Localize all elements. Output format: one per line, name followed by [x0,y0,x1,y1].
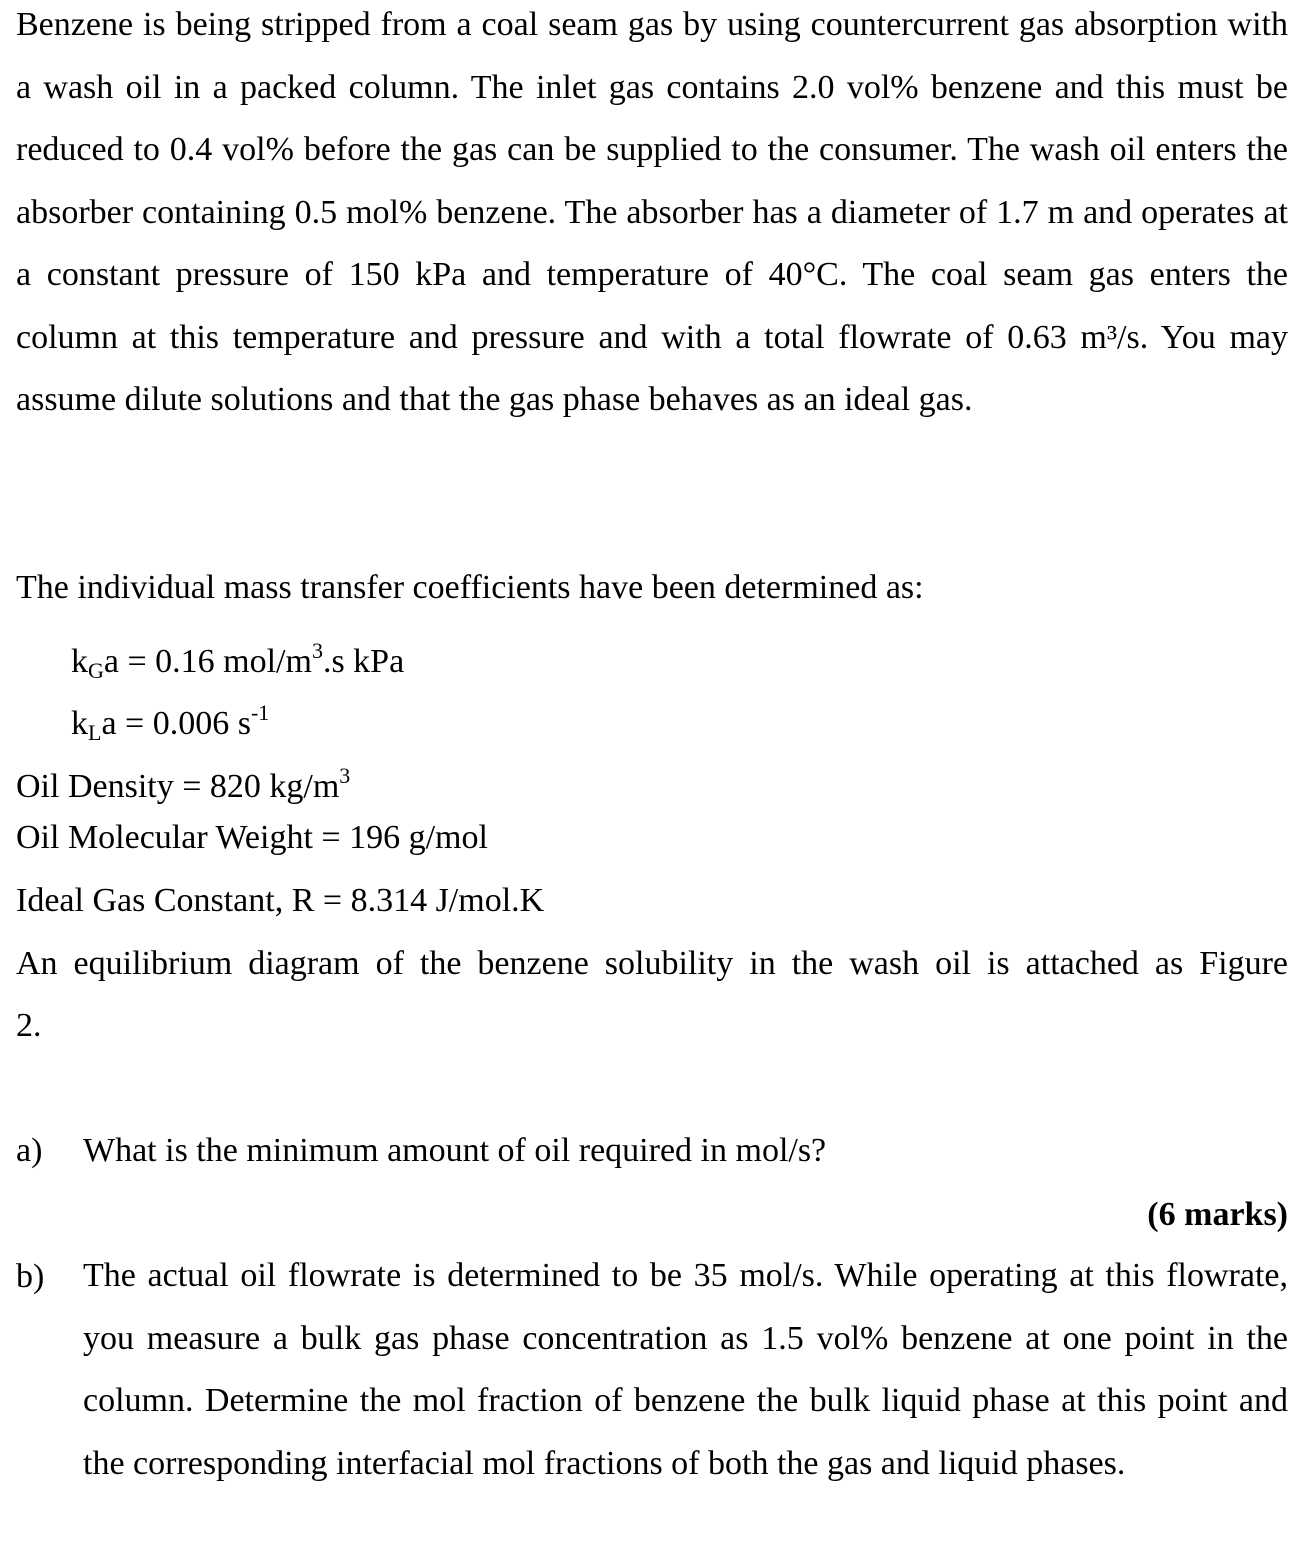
oil-density-text: Oil Density = 820 kg/m [16,768,340,805]
question-a-marks: (6 marks) [1147,1196,1288,1233]
kga-suffix: a [103,643,119,680]
equilibrium-note: An equilibrium diagram of the benzene solubility in the wash oil is attached as Figure [16,945,1288,982]
question-b-text: The actual oil flowrate is determined to be 35 mol/s. While operating at this flowrate, you measure a bulk gas phase concentration as 1.5 vol% benzene at one point in the column. Determine the mol fraction of benzene the bulk liquid phase at this point and the corresponding interfacial mol fractions of both the gas and liquid phases. [83,1257,1288,1482]
kga-subscript: G [88,658,104,683]
kga-symbol: k [71,643,88,680]
kla-suffix: a [101,705,117,742]
kla-exponent: -1 [250,700,270,725]
oil-density-exponent: 3 [339,763,351,788]
kga-exponent: 3 [311,638,323,663]
question-a-label: a) [16,1132,43,1169]
kla-equation [71,693,269,753]
kga-equation [71,631,404,691]
kga-value: = 0.16 mol/m [118,643,312,680]
kga-unit-tail: .s kPa [322,643,405,680]
kla-subscript: L [88,720,102,745]
oil-density [16,756,350,807]
question-a-text: What is the minimum amount of oil required in mol/s? [83,1132,827,1169]
ideal-gas-constant: Ideal Gas Constant, R = 8.314 J/mol.K [16,882,545,919]
coefficients-heading: The individual mass transfer coefficients have been determined as: [16,569,924,606]
equilibrium-note-figure: 2. [16,1007,42,1044]
oil-molecular-weight: Oil Molecular Weight = 196 g/mol [16,819,488,856]
kla-value: = 0.006 s [116,705,251,742]
kla-symbol: k [71,705,88,742]
intro-paragraph: Benzene is being stripped from a coal seam gas by using countercurrent gas absorption with a wash oil in a packed column. The inlet gas contains 2.0 vol% benzene and this must be reduced to 0.4 vol% before the gas can be supplied to the consumer. The wash oil enters the absorber containing 0.5 mol% benzene. The absorber has a diameter of 1.7 m and operates at a constant pressure of 150 kPa and temperature of 40°C. The coal seam gas enters the column at this temperature and pressure and with a total flowrate of 0.63 m³/s. You may assume dilute solutions and that the gas phase behaves as an ideal gas. [16,6,1288,418]
question-b-label: b) [16,1258,45,1295]
